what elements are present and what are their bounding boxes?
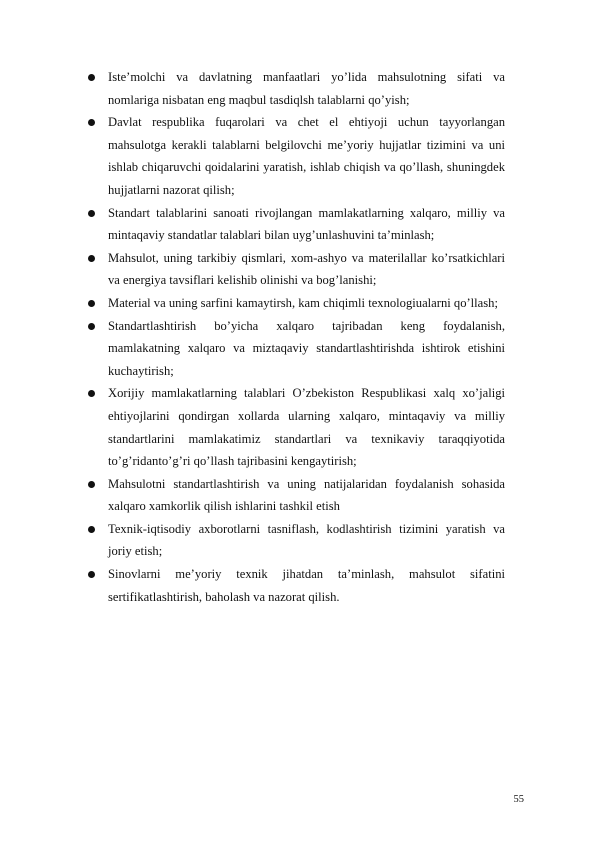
list-item: [88, 563, 505, 608]
bullet-icon: [88, 210, 95, 217]
list-item: [88, 473, 505, 518]
bullet-icon: [88, 481, 95, 488]
bullet-icon: [88, 526, 95, 533]
bullet-icon: [88, 74, 95, 81]
list-item-text: Standartlashtirish bo’yicha xalqaro tajribadan keng foydalanish, mamlakatning xalqaro va miztaqaviy standartlashtirishda ishtirok etishini kuchaytirish;: [108, 318, 505, 378]
list-item-text: Standart talablarini sanoati rivojlangan mamlakatlarning xalqaro, milliy va mintaqaviy standatlar talablari bilan uyg’unlashuvini ta’minlash;: [108, 205, 505, 243]
list-item: [88, 382, 505, 472]
bullet-icon: [88, 571, 95, 578]
list-item: [88, 111, 505, 201]
bullet-icon: [88, 300, 95, 307]
list-item: [88, 315, 505, 383]
list-item-text: Material va uning sarfini kamaytirsh, kam chiqimli texnologiualarni qo’llash;: [108, 295, 498, 310]
list-item-text: Sinovlarni me’yoriy texnik jihatdan ta’minlash, mahsulot sifatini sertifikatlashtirish, baholash va nazorat qilish.: [108, 567, 505, 604]
bullet-icon: [88, 119, 95, 126]
list-item: [88, 292, 505, 315]
list-item-text: Iste’molchi va davlatning manfaatlari yo’lida mahsulotning sifati va nomlariga nisbatan eng maqbul tasdiqlsh talablarni qo’yish;: [108, 70, 505, 107]
list-item: [88, 518, 505, 563]
bullet-icon: [88, 390, 95, 397]
list-item: [88, 66, 505, 111]
bullet-icon: [88, 323, 95, 330]
list-item-text: Mahsulot, uning tarkibiy qismlari, xom-ashyo va materilallar ko’rsatkichlari va energiya tavsiflari kelishib olinishi va bog’lanishi;: [108, 250, 505, 288]
bullet-icon: [88, 255, 95, 262]
list-item-text: Mahsulotni standartlashtirish va uning natijalaridan foydalanish sohasida xalqaro xamkorlik qilish ishlarini tashkil etish: [108, 476, 505, 514]
list-item-text: Xorijiy mamlakatlarning talablari O’zbekiston Respublikasi xalq xo’jaligi ehtiyojlarini qondirgan xollarda ularning xalqaro, mintaqaviy va milliy standartlarini mamlakatimiz standartlari va texnikaviy taraqqiyotida to’g’ridanto’g’ri qo’llash tajribasini kengaytirish;: [108, 386, 505, 469]
page-number: 55: [513, 794, 524, 805]
bullet-list: [88, 66, 505, 608]
list-item: [88, 202, 505, 247]
list-item-text: Texnik-iqtisodiy axborotlarni tasniflash, kodlashtirish tizimini yaratish va joriy etish;: [108, 521, 505, 559]
list-item-text: Davlat respublika fuqarolari va chet el ehtiyoji uchun tayyorlangan mahsulotga kerakli talablarni belgilovchi me’yoriy hujjatlar tizimini va uni ishlab chiqaruvchi qoidalarini yaratish, ishlab chiqish va qo’llash, shuningdek hujjatlarni nazorat qilish;: [108, 115, 505, 197]
list-item: [88, 247, 505, 292]
